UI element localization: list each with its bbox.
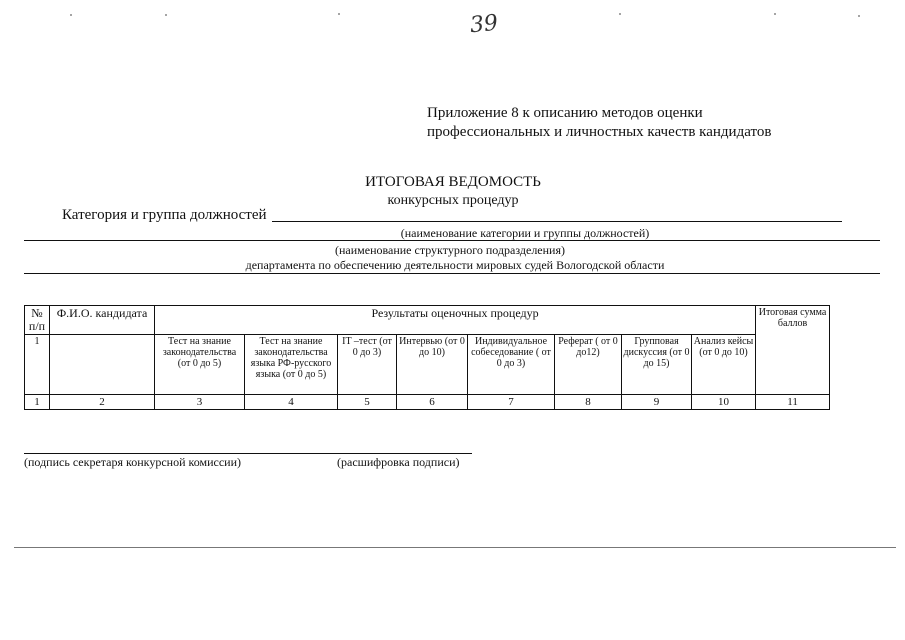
- document-subtitle: конкурсных процедур: [387, 193, 519, 208]
- annex-line-2: профессиональных и личностных качеств кандидатов: [427, 124, 772, 140]
- procedure-header: Тест на знание законодательства (от 0 до 5): [155, 335, 245, 395]
- column-number: 7: [468, 395, 555, 410]
- column-number: 3: [155, 395, 245, 410]
- column-number: 10: [692, 395, 756, 410]
- unit-caption: (наименование структурного подразделения): [334, 243, 565, 257]
- divider-line-2: [24, 273, 880, 274]
- category-fill-line: [272, 221, 842, 222]
- department-name: департамента по обеспечению деятельности мировых судей Вологодской области: [245, 258, 665, 272]
- scan-speck: [774, 13, 776, 15]
- candidate-name-cell: [50, 335, 155, 395]
- first-row-number: 1: [25, 335, 50, 395]
- procedure-header: Индивидуальное собеседование ( от 0 до 3): [468, 335, 555, 395]
- document-title: ИТОГОВАЯ ВЕДОМОСТЬ: [365, 174, 541, 190]
- annex-header: [427, 104, 771, 142]
- procedure-header: IT –тест (от 0 до 3): [338, 335, 397, 395]
- column-number: 11: [756, 395, 830, 410]
- procedure-header: Реферат ( от 0 до12): [555, 335, 622, 395]
- column-number: 5: [338, 395, 397, 410]
- annex-line-1: Приложение 8 к описанию методов оценки: [427, 105, 703, 121]
- category-caption: (наименование категории и группы должностей): [400, 226, 650, 240]
- procedure-header: Групповая дискуссия (от 0 до 15): [622, 335, 692, 395]
- column-number: 1: [25, 395, 50, 410]
- column-number: 2: [50, 395, 155, 410]
- procedure-header: Интервью (от 0 до 10): [397, 335, 468, 395]
- procedure-header: Тест на знание законодательства языка РФ-русского языка (от 0 до 5): [245, 335, 338, 395]
- col-name-header: Ф.И.О. кандидата: [50, 306, 155, 335]
- column-number: 6: [397, 395, 468, 410]
- scan-speck: [858, 15, 860, 17]
- scan-speck: [165, 14, 167, 16]
- column-numbers-row: [25, 395, 830, 410]
- table-header-row: [25, 306, 830, 335]
- page-number: 39: [468, 10, 500, 39]
- signature-line: [24, 453, 472, 454]
- results-table: [24, 305, 830, 410]
- secretary-signature-caption: (подпись секретаря конкурсной комиссии): [24, 455, 241, 469]
- column-number: 4: [245, 395, 338, 410]
- col-no-header: № п/п: [25, 306, 50, 335]
- signature-decoding-caption: (расшифровка подписи): [337, 455, 460, 469]
- scan-speck: [70, 14, 72, 16]
- results-group-header: Результаты оценочных процедур: [155, 306, 756, 335]
- bottom-scan-line: [14, 547, 896, 548]
- column-number: 9: [622, 395, 692, 410]
- column-number: 8: [555, 395, 622, 410]
- scan-speck: [338, 13, 340, 15]
- category-label: Категория и группа должностей: [62, 207, 267, 223]
- procedure-header: Анализ кейсы (от 0 до 10): [692, 335, 756, 395]
- scan-speck: [619, 13, 621, 15]
- table-subheader-row: [25, 335, 830, 395]
- divider-line-1: [24, 240, 880, 241]
- col-total-header: Итоговая сумма баллов: [756, 306, 830, 395]
